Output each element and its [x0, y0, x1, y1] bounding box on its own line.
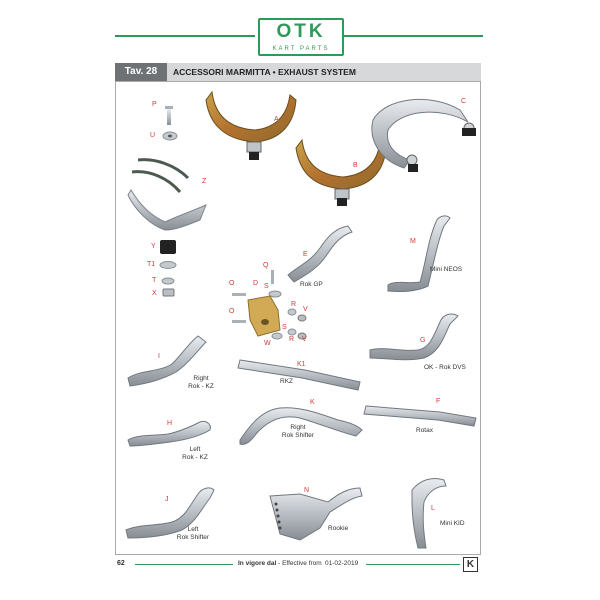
- label-b: B: [353, 162, 358, 169]
- part-t1-washer: [160, 262, 176, 269]
- label-v2: V: [302, 336, 307, 343]
- caption-right-rok-shifter: [278, 424, 318, 440]
- label-o1: O: [229, 280, 235, 287]
- part-d-block: [248, 296, 280, 336]
- footer-line-right: [366, 564, 460, 565]
- part-g-bracket: [370, 314, 458, 360]
- part-a-saddle: [206, 92, 296, 160]
- caption-right-rok-kz-line2: Rok - KZ: [188, 383, 214, 390]
- part-b-saddle: [296, 140, 386, 206]
- part-w-nut: [272, 333, 282, 339]
- label-r1: R: [291, 301, 297, 308]
- label-w: W: [264, 340, 271, 347]
- label-e: E: [303, 251, 308, 258]
- caption-mini-kid: Mini KID: [440, 520, 465, 527]
- label-o2: O: [229, 308, 235, 315]
- label-i: I: [158, 353, 160, 360]
- label-m: M: [410, 238, 416, 245]
- label-g: G: [420, 337, 426, 344]
- footer-effective-from: - Effective from: [276, 560, 322, 567]
- footer-date: 01-02-2019: [325, 560, 359, 567]
- part-m-bracket: [388, 216, 450, 292]
- label-k: K: [310, 399, 315, 406]
- label-a: A: [274, 116, 279, 123]
- label-p: P: [152, 101, 157, 108]
- footer-effective: [238, 560, 322, 567]
- part-o-bolt-2: [232, 320, 246, 323]
- part-e-bracket: [288, 226, 352, 282]
- part-o-bolt-1: [232, 293, 246, 296]
- label-v1: V: [303, 306, 308, 313]
- part-x-nut: [163, 289, 174, 296]
- footer-line-left: [135, 564, 233, 565]
- caption-left-rok-shifter: [173, 526, 213, 542]
- caption-ok-rok-dvs: OK - Rok DVS: [424, 364, 466, 371]
- label-y: Y: [151, 243, 156, 250]
- label-f: F: [436, 398, 441, 405]
- part-z-springs: [132, 160, 188, 192]
- label-t1: T1: [147, 261, 156, 268]
- label-c: C: [461, 98, 467, 105]
- page-number: 62: [117, 560, 125, 567]
- label-z: Z: [202, 178, 207, 185]
- label-l: L: [431, 505, 435, 512]
- caption-right-rok-shifter-line2: Rok Shifter: [281, 432, 315, 439]
- table-number: Tav. 28: [115, 63, 167, 81]
- label-k1: K1: [297, 361, 306, 368]
- label-t: T: [152, 277, 157, 284]
- part-y-rubber: [160, 240, 176, 254]
- part-q-bolt: [271, 270, 274, 284]
- footer-k-logo: K: [463, 557, 478, 572]
- logo-text: OTK: [276, 21, 326, 42]
- caption-right-rok-kz: [186, 375, 216, 391]
- caption-right-rok-kz-line1: Right: [193, 375, 209, 382]
- label-d: D: [253, 280, 259, 287]
- footer-in-vigore: In vigore dal: [238, 560, 277, 567]
- caption-rok-gp: Rok GP: [300, 281, 323, 288]
- label-s1: S: [264, 283, 269, 290]
- caption-left-rok-kz-line2: Rok - KZ: [182, 454, 208, 461]
- caption-mini-neos: Mini NEOS: [430, 266, 463, 273]
- caption-left-rok-kz: [180, 446, 210, 462]
- label-s2: S: [282, 324, 287, 331]
- part-t-washer: [162, 278, 174, 284]
- label-u: U: [150, 132, 156, 139]
- label-q: Q: [263, 262, 269, 269]
- label-r2: R: [289, 336, 295, 343]
- caption-left-rok-shifter-line1: Left: [187, 526, 199, 533]
- caption-rkz: RKZ: [280, 378, 293, 385]
- caption-rotax: Rotax: [416, 427, 433, 434]
- label-j: J: [165, 496, 169, 503]
- page-title: ACCESSORI MARMITTA • EXHAUST SYSTEM: [173, 67, 356, 77]
- label-x: X: [152, 290, 157, 297]
- part-r-washer-2: [288, 329, 296, 335]
- logo-subtext: KART PARTS: [272, 46, 330, 52]
- part-f-bar: [364, 406, 476, 426]
- label-n: N: [304, 487, 310, 494]
- part-s-washer: [269, 291, 281, 297]
- part-c-clamp: [372, 99, 476, 172]
- caption-right-rok-shifter-line1: Right: [290, 424, 306, 431]
- part-r-washer-1: [288, 309, 296, 315]
- part-v-nut-1: [298, 315, 306, 321]
- part-u-washer: [163, 132, 177, 140]
- caption-left-rok-kz-line1: Left: [189, 446, 201, 453]
- caption-rookie: Rookie: [328, 525, 349, 532]
- part-p-bolt: [165, 106, 173, 125]
- caption-left-rok-shifter-line2: Rok Shifter: [176, 534, 210, 541]
- label-h: H: [167, 420, 173, 427]
- part-z-bracket: [128, 190, 206, 230]
- part-l-bracket: [412, 478, 446, 548]
